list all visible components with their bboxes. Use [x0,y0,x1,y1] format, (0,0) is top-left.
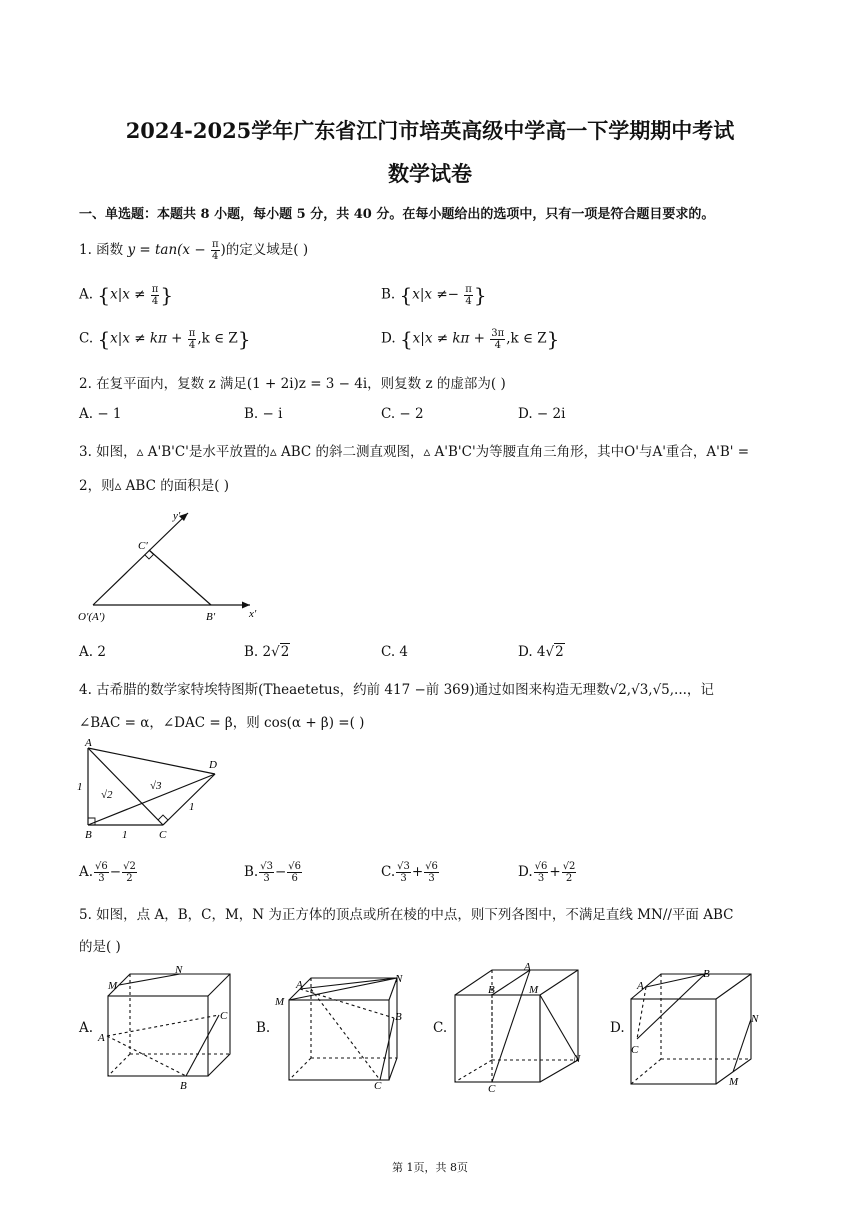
q1-option-b: B. {x|x ≠− $\frac{\pi}{4}$ } [381,283,487,307]
segment-cd [163,774,215,825]
q5-label-b: B. [256,1020,271,1036]
q5-label-d: D. [610,1020,625,1036]
q3-line1: 3. 如图，▵ A'B'C'是水平放置的▵ ABC 的斜二测直观图，▵ A'B'C'为等腰直角三角形，其中O'与A'重合，A'B' = [79,444,750,460]
cube-figure-b [272,968,422,1096]
point-b: B [180,1080,187,1092]
point-c: C [374,1080,382,1092]
point-b: B [703,968,710,980]
label-o: O′(A′) [78,611,105,623]
label-root2: √2 [101,789,113,801]
q5-line2: 的是( ) [79,939,121,955]
q5-label-c: C. [433,1020,448,1036]
q3-line2: 2，则▵ ABC 的面积是( ) [79,478,230,494]
label-a: A [85,737,92,749]
q3-option-b: B. 2√2 [244,644,290,660]
point-n: N [751,1013,759,1025]
point-c: C [220,1010,228,1022]
point-c: C [631,1044,639,1056]
label-c: C [159,829,167,841]
label-root3: √3 [150,780,162,792]
label-x: x′ [249,608,257,620]
label-one-bottom: 1 [122,829,128,841]
q2-option-b: B. − i [244,406,283,422]
point-c: C [488,1083,496,1095]
label-one-right: 1 [189,801,195,813]
label-y: y′ [173,510,181,522]
label-b: B [85,829,92,841]
q3-option-d: D. 4√2 [518,644,564,660]
point-m: M [275,996,285,1008]
q1-stem: 1. 函数 y = tan(x − $\frac{\pi}{4}$ )的定义域是( ) [79,239,309,262]
q3-option-a: A. 2 [79,644,106,660]
point-m: M [529,984,539,996]
label-d: D [209,759,217,771]
q4-figure [75,734,235,846]
q2-option-d: D. − 2i [518,406,566,422]
q2-option-a: A. − 1 [79,406,122,422]
page-footer: 第 1页，共 8页 [392,1161,468,1174]
cube-figure-d [625,964,765,1094]
label-one-left: 1 [77,781,83,793]
segment-cb [149,550,211,605]
point-a: A [98,1032,105,1044]
q4-option-c: C. $\frac{√3}{3}$ + $\frac{√6}{3}$ [381,861,438,884]
q2-stem: 2. 在复平面内，复数 z 满足(1 + 2i)z = 3 − 4i，则复数 z 的虚部为( ) [79,376,506,392]
right-angle-c [158,815,168,825]
q4-line2: ∠BAC = α，∠DAC = β，则 cos(α + β) =( ) [79,715,365,731]
label-b: B′ [206,611,216,623]
q5-label-a: A. [79,1020,94,1036]
q1-option-c: C. {x|x ≠ kπ + $\frac{\pi}{4}$ ,k ∈ Z} [79,327,251,351]
q4-option-d: D. $\frac{√6}{3}$ + $\frac{√2}{2}$ [518,861,576,884]
segment-ad [88,748,215,774]
q5-line1: 5. 如图，点 A，B，C，M，N 为正方体的顶点或所在棱的中点，则下列各图中，不满足直线 MN//平面 ABC [79,907,734,923]
point-a: A [637,980,644,992]
q4-option-a: A. $\frac{√6}{3}$ − $\frac{√2}{2}$ [79,861,136,884]
point-n: N [175,964,183,976]
point-b: B [395,1011,402,1023]
q2-option-c: C. − 2 [381,406,424,422]
cube-figure-c [450,958,600,1096]
q1-option-a: A. {x|x ≠ $\frac{\pi}{4}$ } [79,283,174,307]
section-heading: 一、单选题：本题共 8 小题，每小题 5 分，共 40 分。在每小题给出的选项中，只有一项是符合题目要求的。 [79,207,715,222]
point-a: A [296,979,303,991]
q1-option-d: D. {x|x ≠ kπ + $\frac{3\pi}{4}$ ,k ∈ Z} [381,327,560,351]
page-subtitle: 数学试卷 [388,161,472,186]
point-b: B [488,984,495,996]
q4-option-b: B. $\frac{√3}{3}$ − $\frac{√6}{6}$ [244,861,301,884]
q3-figure [75,505,265,630]
cube-figure-a [95,962,245,1094]
label-c: C′ [138,540,148,552]
point-m: M [729,1076,739,1088]
point-n: N [395,973,403,985]
point-m: M [108,980,118,992]
page-title: 2024-2025学年广东省江门市培英高级中学高一下学期期中考试 [125,118,735,143]
q3-option-c: C. 4 [381,644,409,660]
y-axis [93,513,188,605]
q4-line1: 4. 古希腊的数学家特埃特图斯(Theaetetus，约前 417 −前 369)通过如图来构造无理数√2,√3,√5,...，记 [79,682,714,698]
point-n: N [573,1053,581,1065]
point-a: A [524,961,531,973]
